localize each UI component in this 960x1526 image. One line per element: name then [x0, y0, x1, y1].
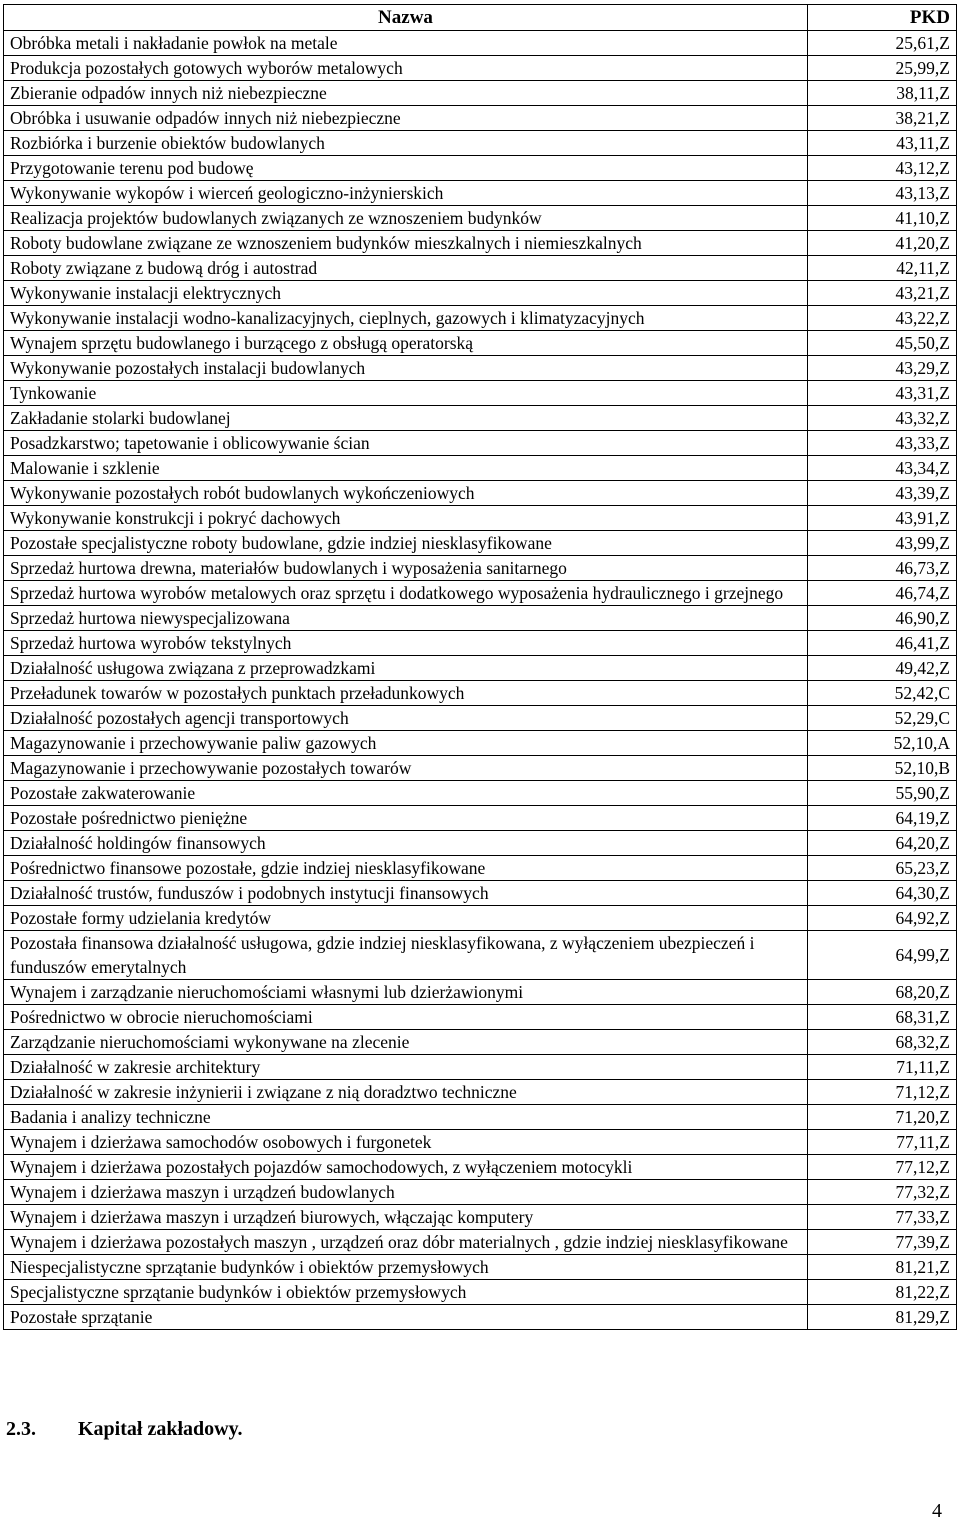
activity-name-cell: Wynajem sprzętu budowlanego i burzącego z obsługą operatorską [4, 331, 808, 356]
pkd-code-cell: 65,23,Z [808, 856, 957, 881]
table-row [4, 706, 957, 731]
activity-name-cell: Roboty związane z budową dróg i autostrad [4, 256, 808, 281]
activity-name-cell: Przygotowanie terenu pod budowę [4, 156, 808, 181]
activity-name-cell: Wykonywanie wykopów i wierceń geologiczno-inżynierskich [4, 181, 808, 206]
pkd-code-cell: 43,11,Z [808, 131, 957, 156]
pkd-code-cell: 46,41,Z [808, 631, 957, 656]
pkd-code-cell: 52,10,B [808, 756, 957, 781]
pkd-code-cell: 41,20,Z [808, 231, 957, 256]
pkd-code-cell: 64,92,Z [808, 906, 957, 931]
table-row [4, 1205, 957, 1230]
table-row [4, 731, 957, 756]
pkd-code-cell: 77,11,Z [808, 1130, 957, 1155]
table-row [4, 431, 957, 456]
activity-name-cell: Specjalistyczne sprzątanie budynków i obiektów przemysłowych [4, 1280, 808, 1305]
pkd-code-cell: 43,12,Z [808, 156, 957, 181]
activity-name-cell: Realizacja projektów budowlanych związanych ze wznoszeniem budynków [4, 206, 808, 231]
activity-name-cell: Wykonywanie instalacji elektrycznych [4, 281, 808, 306]
table-row [4, 831, 957, 856]
table-row [4, 881, 957, 906]
table-row [4, 156, 957, 181]
activity-name-cell: Działalność w zakresie inżynierii i związane z nią doradztwo techniczne [4, 1080, 808, 1105]
pkd-code-cell: 43,34,Z [808, 456, 957, 481]
activity-name-cell: Przeładunek towarów w pozostałych punktach przeładunkowych [4, 681, 808, 706]
activity-name-cell: Zakładanie stolarki budowlanej [4, 406, 808, 431]
table-row [4, 1155, 957, 1180]
activity-name-cell: Zarządzanie nieruchomościami wykonywane na zlecenie [4, 1030, 808, 1055]
table-row [4, 281, 957, 306]
activity-name-cell: Magazynowanie i przechowywanie pozostałych towarów [4, 756, 808, 781]
pkd-code-cell: 43,33,Z [808, 431, 957, 456]
pkd-code-cell: 81,29,Z [808, 1305, 957, 1330]
table-row [4, 1305, 957, 1330]
activity-name-cell: Wykonywanie pozostałych instalacji budowlanych [4, 356, 808, 381]
activity-name-cell: Pozostałe pośrednictwo pieniężne [4, 806, 808, 831]
pkd-code-cell: 43,13,Z [808, 181, 957, 206]
activity-name-cell: Roboty budowlane związane ze wznoszeniem budynków mieszkalnych i niemieszkalnych [4, 231, 808, 256]
table-row [4, 980, 957, 1005]
table-row [4, 506, 957, 531]
activity-name-cell: Wynajem i dzierżawa pozostałych pojazdów samochodowych, z wyłączeniem motocykli [4, 1155, 808, 1180]
activity-name-cell: Wynajem i dzierżawa pozostałych maszyn , urządzeń oraz dóbr materialnych , gdzie indziej niesklasyfikowane [4, 1230, 808, 1255]
activity-name-cell: Działalność usługowa związana z przeprowadzkami [4, 656, 808, 681]
activity-name-cell: Sprzedaż hurtowa wyrobów metalowych oraz sprzętu i dodatkowego wyposażenia hydraulicznego i grzejnego [4, 581, 808, 606]
pkd-code-cell: 55,90,Z [808, 781, 957, 806]
pkd-code-cell: 68,20,Z [808, 980, 957, 1005]
pkd-code-cell: 43,21,Z [808, 281, 957, 306]
column-header-name: Nazwa [4, 5, 808, 31]
activity-name-cell: Malowanie i szklenie [4, 456, 808, 481]
activity-name-cell: Działalność w zakresie architektury [4, 1055, 808, 1080]
table-row [4, 681, 957, 706]
pkd-code-cell: 71,20,Z [808, 1105, 957, 1130]
section-title: Kapitał zakładowy. [78, 1418, 243, 1440]
pkd-code-cell: 43,91,Z [808, 506, 957, 531]
table-row [4, 1255, 957, 1280]
table-row [4, 1055, 957, 1080]
activity-name-cell: Zbieranie odpadów innych niż niebezpieczne [4, 81, 808, 106]
table-row [4, 331, 957, 356]
pkd-code-cell: 68,31,Z [808, 1005, 957, 1030]
activity-name-cell: Wykonywanie instalacji wodno-kanalizacyjnych, cieplnych, gazowych i klimatyzacyjnych [4, 306, 808, 331]
table-row [4, 181, 957, 206]
table-row [4, 931, 957, 980]
table-row [4, 131, 957, 156]
activity-name-cell: Obróbka metali i nakładanie powłok na metale [4, 31, 808, 56]
pkd-code-cell: 38,21,Z [808, 106, 957, 131]
table-row [4, 356, 957, 381]
activity-name-cell: Działalność holdingów finansowych [4, 831, 808, 856]
table-row [4, 81, 957, 106]
activity-name-cell: Produkcja pozostałych gotowych wyborów metalowych [4, 56, 808, 81]
activity-name-cell: Tynkowanie [4, 381, 808, 406]
section-heading [6, 1418, 242, 1441]
pkd-code-cell: 43,32,Z [808, 406, 957, 431]
table-row [4, 256, 957, 281]
activity-name-cell: Sprzedaż hurtowa drewna, materiałów budowlanych i wyposażenia sanitarnego [4, 556, 808, 581]
section-number: 2.3. [6, 1418, 36, 1440]
pkd-code-cell: 43,22,Z [808, 306, 957, 331]
pkd-code-cell: 46,90,Z [808, 606, 957, 631]
pkd-code-cell: 38,11,Z [808, 81, 957, 106]
activity-name-cell: Posadzkarstwo; tapetowanie i oblicowywanie ścian [4, 431, 808, 456]
activity-name-cell: Obróbka i usuwanie odpadów innych niż niebezpieczne [4, 106, 808, 131]
pkd-code-cell: 64,99,Z [808, 931, 957, 980]
pkd-code-cell: 43,31,Z [808, 381, 957, 406]
table-row [4, 531, 957, 556]
activity-name-cell: Pośrednictwo finansowe pozostałe, gdzie indziej niesklasyfikowane [4, 856, 808, 881]
activity-name-cell: Pośrednictwo w obrocie nieruchomościami [4, 1005, 808, 1030]
table-row [4, 856, 957, 881]
table-row [4, 1030, 957, 1055]
pkd-code-cell: 77,33,Z [808, 1205, 957, 1230]
activity-name-cell: Pozostałe zakwaterowanie [4, 781, 808, 806]
pkd-code-cell: 25,61,Z [808, 31, 957, 56]
table-row [4, 556, 957, 581]
pkd-table [3, 4, 957, 1330]
pkd-code-cell: 81,21,Z [808, 1255, 957, 1280]
pkd-code-cell: 77,32,Z [808, 1180, 957, 1205]
pkd-code-cell: 46,74,Z [808, 581, 957, 606]
activity-name-cell: Sprzedaż hurtowa niewyspecjalizowana [4, 606, 808, 631]
activity-name-cell: Magazynowanie i przechowywanie paliw gazowych [4, 731, 808, 756]
activity-name-cell: Pozostałe formy udzielania kredytów [4, 906, 808, 931]
activity-name-cell: Sprzedaż hurtowa wyrobów tekstylnych [4, 631, 808, 656]
pkd-code-cell: 25,99,Z [808, 56, 957, 81]
pkd-code-cell: 41,10,Z [808, 206, 957, 231]
table-header-row [4, 5, 957, 31]
pkd-code-cell: 52,29,C [808, 706, 957, 731]
activity-name-cell: Rozbiórka i burzenie obiektów budowlanych [4, 131, 808, 156]
table-row [4, 1105, 957, 1130]
activity-name-cell: Wynajem i dzierżawa samochodów osobowych i furgonetek [4, 1130, 808, 1155]
table-row [4, 106, 957, 131]
pkd-code-cell: 64,30,Z [808, 881, 957, 906]
page-number: 4 [932, 1500, 942, 1522]
pkd-code-cell: 42,11,Z [808, 256, 957, 281]
table-row [4, 581, 957, 606]
activity-name-cell: Działalność pozostałych agencji transportowych [4, 706, 808, 731]
column-header-code: PKD [808, 5, 957, 31]
pkd-code-cell: 77,39,Z [808, 1230, 957, 1255]
pkd-code-cell: 52,42,C [808, 681, 957, 706]
pkd-code-cell: 71,11,Z [808, 1055, 957, 1080]
pkd-code-cell: 77,12,Z [808, 1155, 957, 1180]
table-row [4, 1130, 957, 1155]
table-row [4, 56, 957, 81]
table-row [4, 1080, 957, 1105]
activity-name-cell: Wynajem i dzierżawa maszyn i urządzeń budowlanych [4, 1180, 808, 1205]
pkd-code-cell: 43,99,Z [808, 531, 957, 556]
table-row [4, 1180, 957, 1205]
table-row [4, 231, 957, 256]
table-row [4, 31, 957, 56]
pkd-code-cell: 81,22,Z [808, 1280, 957, 1305]
activity-name-cell: Pozostała finansowa działalność usługowa, gdzie indziej niesklasyfikowana, z wyłączeniem ubezpieczeń i funduszów emerytalnych [4, 931, 808, 980]
activity-name-cell: Wynajem i zarządzanie nieruchomościami własnymi lub dzierżawionymi [4, 980, 808, 1005]
pkd-code-cell: 68,32,Z [808, 1030, 957, 1055]
activity-name-cell: Pozostałe sprzątanie [4, 1305, 808, 1330]
table-row [4, 406, 957, 431]
table-row [4, 1230, 957, 1255]
table-row [4, 306, 957, 331]
activity-name-cell: Wykonywanie pozostałych robót budowlanych wykończeniowych [4, 481, 808, 506]
pkd-code-cell: 64,19,Z [808, 806, 957, 831]
table-row [4, 631, 957, 656]
table-row [4, 481, 957, 506]
pkd-code-cell: 49,42,Z [808, 656, 957, 681]
pkd-code-cell: 45,50,Z [808, 331, 957, 356]
activity-name-cell: Działalność trustów, funduszów i podobnych instytucji finansowych [4, 881, 808, 906]
pkd-code-cell: 52,10,A [808, 731, 957, 756]
table-row [4, 806, 957, 831]
table-row [4, 781, 957, 806]
table-row [4, 756, 957, 781]
table-row [4, 906, 957, 931]
pkd-code-cell: 43,39,Z [808, 481, 957, 506]
activity-name-cell: Pozostałe specjalistyczne roboty budowlane, gdzie indziej niesklasyfikowane [4, 531, 808, 556]
table-row [4, 456, 957, 481]
pkd-code-cell: 71,12,Z [808, 1080, 957, 1105]
pkd-code-cell: 46,73,Z [808, 556, 957, 581]
activity-name-cell: Wynajem i dzierżawa maszyn i urządzeń biurowych, włączając komputery [4, 1205, 808, 1230]
table-row [4, 606, 957, 631]
pkd-code-cell: 64,20,Z [808, 831, 957, 856]
table-row [4, 1280, 957, 1305]
table-row [4, 656, 957, 681]
table-row [4, 206, 957, 231]
activity-name-cell: Wykonywanie konstrukcji i pokryć dachowych [4, 506, 808, 531]
table-row [4, 1005, 957, 1030]
activity-name-cell: Badania i analizy techniczne [4, 1105, 808, 1130]
pkd-code-cell: 43,29,Z [808, 356, 957, 381]
table-row [4, 381, 957, 406]
activity-name-cell: Niespecjalistyczne sprzątanie budynków i obiektów przemysłowych [4, 1255, 808, 1280]
table-body [4, 31, 957, 1330]
